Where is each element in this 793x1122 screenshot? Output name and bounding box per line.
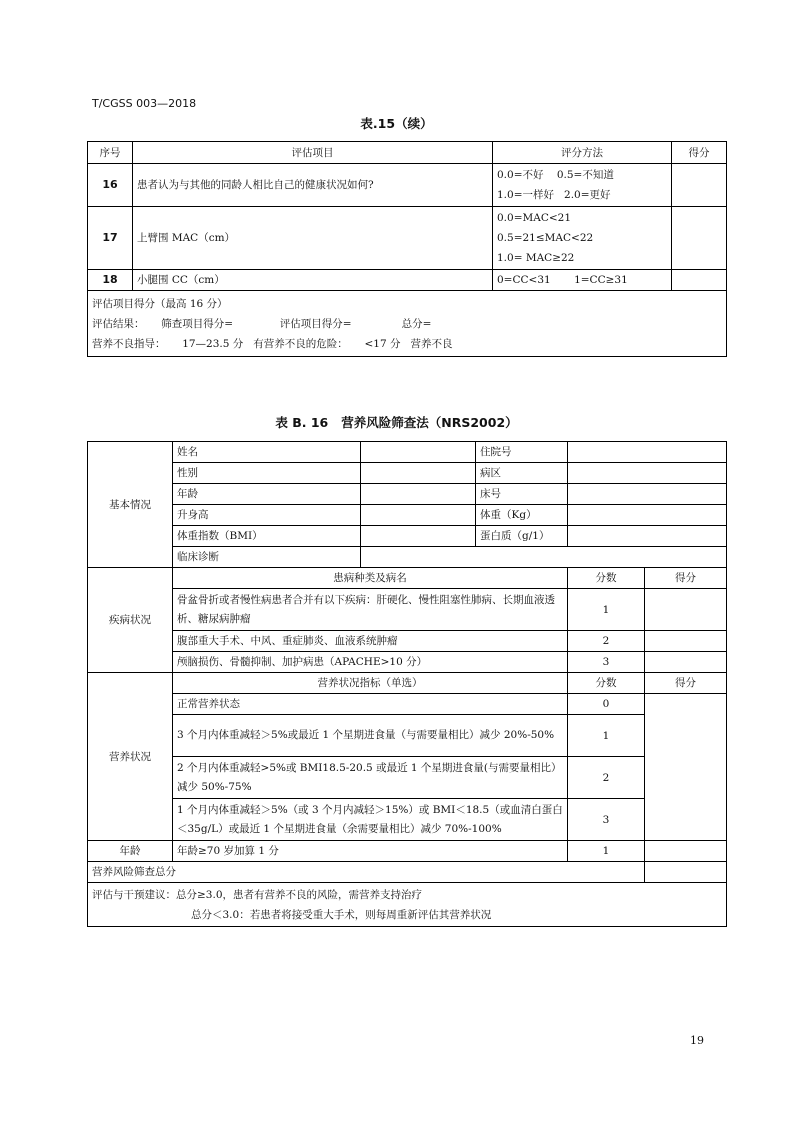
nutrition-item: 1 个月内体重减轻＞5%（或 3 个月内减轻＞15%）或 BMI＜18.5（或血清白蛋白＜35g/L）或最近 1 个星期进食量（余需要量相比）减少 70%-100% [173,799,568,841]
disease-header-got: 得分 [645,568,727,589]
value-bmi[interactable] [361,526,476,547]
section-nutrition: 营养状况 [88,673,173,841]
row-item: 患者认为与其他的同龄人相比自己的健康状况如何? [133,164,493,207]
method-line: 0.5=21≤MAC<22 [497,232,594,244]
section-basic: 基本情况 [88,442,173,568]
value-hospital-no[interactable] [568,442,727,463]
disease-header-score: 分数 [568,568,645,589]
value-name[interactable] [361,442,476,463]
label-bmi: 体重指数（BMI） [173,526,361,547]
row-method [493,207,672,270]
header-score: 得分 [672,142,727,164]
nutrition-score: 2 [568,757,645,799]
nutrition-header-got: 得分 [645,673,727,694]
label-gender: 性别 [173,463,361,484]
age-got[interactable] [645,841,727,862]
nutrition-score: 1 [568,715,645,757]
disease-item: 颅脑损伤、骨髓抑制、加护病患（APACHE>10 分） [173,652,568,673]
disease-got[interactable] [645,589,727,631]
nutrition-item: 2 个月内体重减轻>5%或 BMI18.5-20.5 或最近 1 个星期进食量(与需要量相比）减少 50%-75% [173,757,568,799]
nutrition-score: 3 [568,799,645,841]
header-no: 序号 [88,142,133,164]
table-16 [87,441,727,927]
score-cell[interactable] [672,270,727,291]
label-height: 升身高 [173,505,361,526]
advice [88,883,727,927]
section-age: 年龄 [88,841,173,862]
label-hospital-no: 住院号 [476,442,568,463]
advice-line: 总分＜3.0：若患者将接受重大手术，则每周重新评估其营养状况 [191,908,492,921]
method-line: 0.0=不好 0.5=不知道 [497,169,614,181]
nutrition-got[interactable] [645,694,727,841]
nutrition-header-item: 营养状况指标（单选） [173,673,568,694]
age-score: 1 [568,841,645,862]
nutrition-item: 3 个月内体重减轻＞5%或最近 1 个星期进食量（与需要量相比）减少 20%-50% [173,715,568,757]
label-albumin: 蛋白质（g/1） [476,526,568,547]
table-15-footer [88,291,727,357]
footer-line: 评估结果： 筛查项目得分= 评估项目得分= 总分= [92,317,432,330]
footer-line: 评估项目得分（最高 16 分） [92,297,228,310]
value-ward[interactable] [568,463,727,484]
header-item: 评估项目 [133,142,493,164]
value-bed-no[interactable] [568,484,727,505]
row-no: 16 [88,164,133,207]
score-cell[interactable] [672,207,727,270]
disease-score: 2 [568,631,645,652]
label-age: 年龄 [173,484,361,505]
value-weight[interactable] [568,505,727,526]
nutrition-item: 正常营养状态 [173,694,568,715]
value-gender[interactable] [361,463,476,484]
row-no: 18 [88,270,133,291]
table-15 [87,141,727,357]
total-label: 营养风险筛查总分 [88,862,645,883]
advice-line: 评估与干预建议：总分≥3.0，患者有营养不良的风险，需营养支持治疗 [92,888,422,901]
label-name: 姓名 [173,442,361,463]
table-15-title: 表.15（续） [360,116,433,131]
nutrition-header-score: 分数 [568,673,645,694]
standard-number: T/CGSS 003—2018 [92,97,197,110]
value-diagnosis[interactable] [361,547,727,568]
disease-got[interactable] [645,631,727,652]
row-method: 0=CC<31 1=CC≥31 [493,270,672,291]
disease-header-item: 患病种类及病名 [173,568,568,589]
disease-score: 1 [568,589,645,631]
footer-line: 营养不良指导： 17—23.5 分 有营养不良的危险： <17 分 营养不良 [92,337,453,350]
value-albumin[interactable] [568,526,727,547]
label-weight: 体重（Kg） [476,505,568,526]
disease-item: 骨盆骨折或者慢性病患者合并有以下疾病：肝硬化、慢性阻塞性肺病、长期血液透析、糖尿病肿瘤 [173,589,568,631]
section-disease: 疾病状况 [88,568,173,673]
row-item: 上臂围 MAC（cm） [133,207,493,270]
page-number: 19 [690,1034,704,1047]
label-diagnosis: 临床诊断 [173,547,361,568]
label-ward: 病区 [476,463,568,484]
age-item: 年龄≥70 岁加算 1 分 [173,841,568,862]
row-item: 小腿围 CC（cm） [133,270,493,291]
disease-score: 3 [568,652,645,673]
value-age[interactable] [361,484,476,505]
row-no: 17 [88,207,133,270]
nutrition-score: 0 [568,694,645,715]
header-method: 评分方法 [493,142,672,164]
table-16-title: 表 B. 16 营养风险筛查法（NRS2002） [275,415,518,430]
method-line: 1.0= MAC≥22 [497,252,575,264]
disease-got[interactable] [645,652,727,673]
score-cell[interactable] [672,164,727,207]
disease-item: 腹部重大手术、中风、重症肺炎、血液系统肿瘤 [173,631,568,652]
method-line: 0.0=MAC<21 [497,212,572,224]
value-height[interactable] [361,505,476,526]
method-line: 1.0=一样好 2.0=更好 [497,189,611,201]
total-got[interactable] [645,862,727,883]
label-bed-no: 床号 [476,484,568,505]
row-method [493,164,672,207]
